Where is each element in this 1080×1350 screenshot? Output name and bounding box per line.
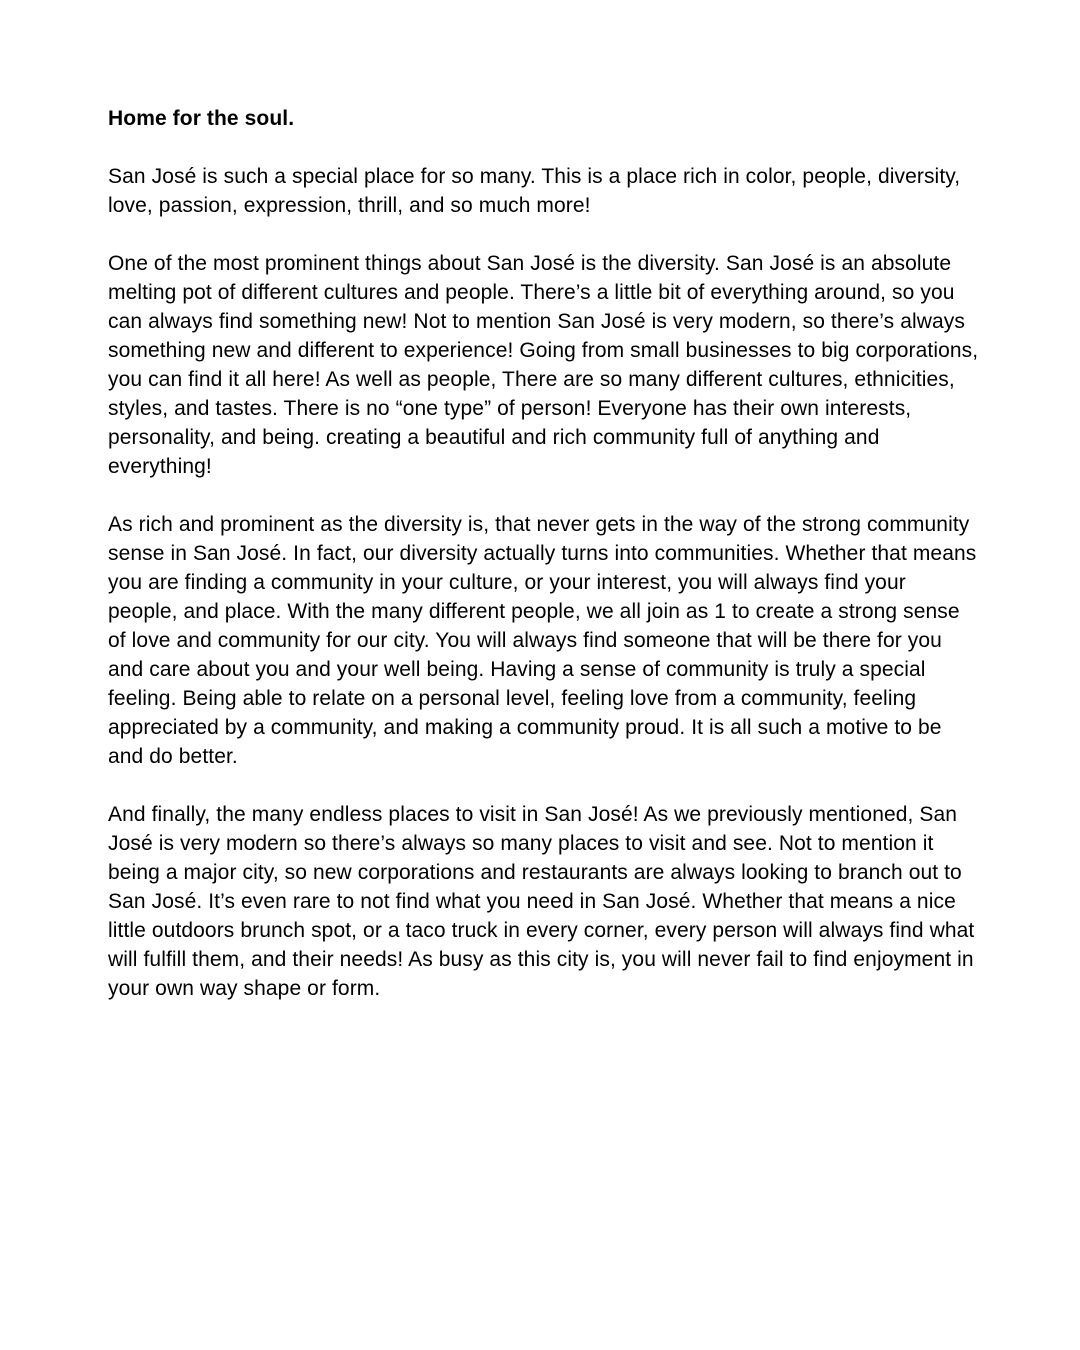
document-title: Home for the soul. (108, 107, 295, 130)
paragraph-diversity: One of the most prominent things about San José is the diversity. San José is an absolute melting pot of different cultures and people. There’s a little bit of everything around, so you can always find something new! Not to mention San José is very modern, so there’s always something new and different to experience! Going from small businesses to big corporations, you can find it all here! As well as people, There are so many different cultures, ethnicities, styles, and tastes. There is no “one type” of person! Everyone has their own interests, personality, and being. creating a beautiful and rich community full of anything and everything! (108, 252, 979, 478)
paragraph-intro: San José is such a special place for so many. This is a place rich in color, people, diversity, love, passion, expression, thrill, and so much more! (108, 165, 961, 217)
paragraph-community: As rich and prominent as the diversity is, that never gets in the way of the strong community sense in San José. In fact, our diversity actually turns into communities. Whether that means you are finding a community in your culture, or your interest, you will always find your people, and place. With the many different people, we all join as 1 to create a strong sense of love and community for our city. You will always find someone that will be there for you and care about you and your well being. Having a sense of community is truly a special feeling. Being able to relate on a personal level, feeling love from a community, feeling appreciated by a community, and making a community proud. It is all such a motive to be and do better. (108, 513, 977, 768)
paragraph-places: And finally, the many endless places to visit in San José! As we previously mentioned, San José is very modern so there’s always so many places to visit and see. Not to mention it being a major city, so new corporations and restaurants are always looking to branch out to San José. It’s even rare to not find what you need in San José. Whether that means a nice little outdoors brunch spot, or a taco truck in every corner, every person will always find what will fulfill them, and their needs! As busy as this city is, you will never fail to find enjoyment in your own way shape or form. (108, 803, 975, 1000)
document-body (108, 104, 980, 1003)
